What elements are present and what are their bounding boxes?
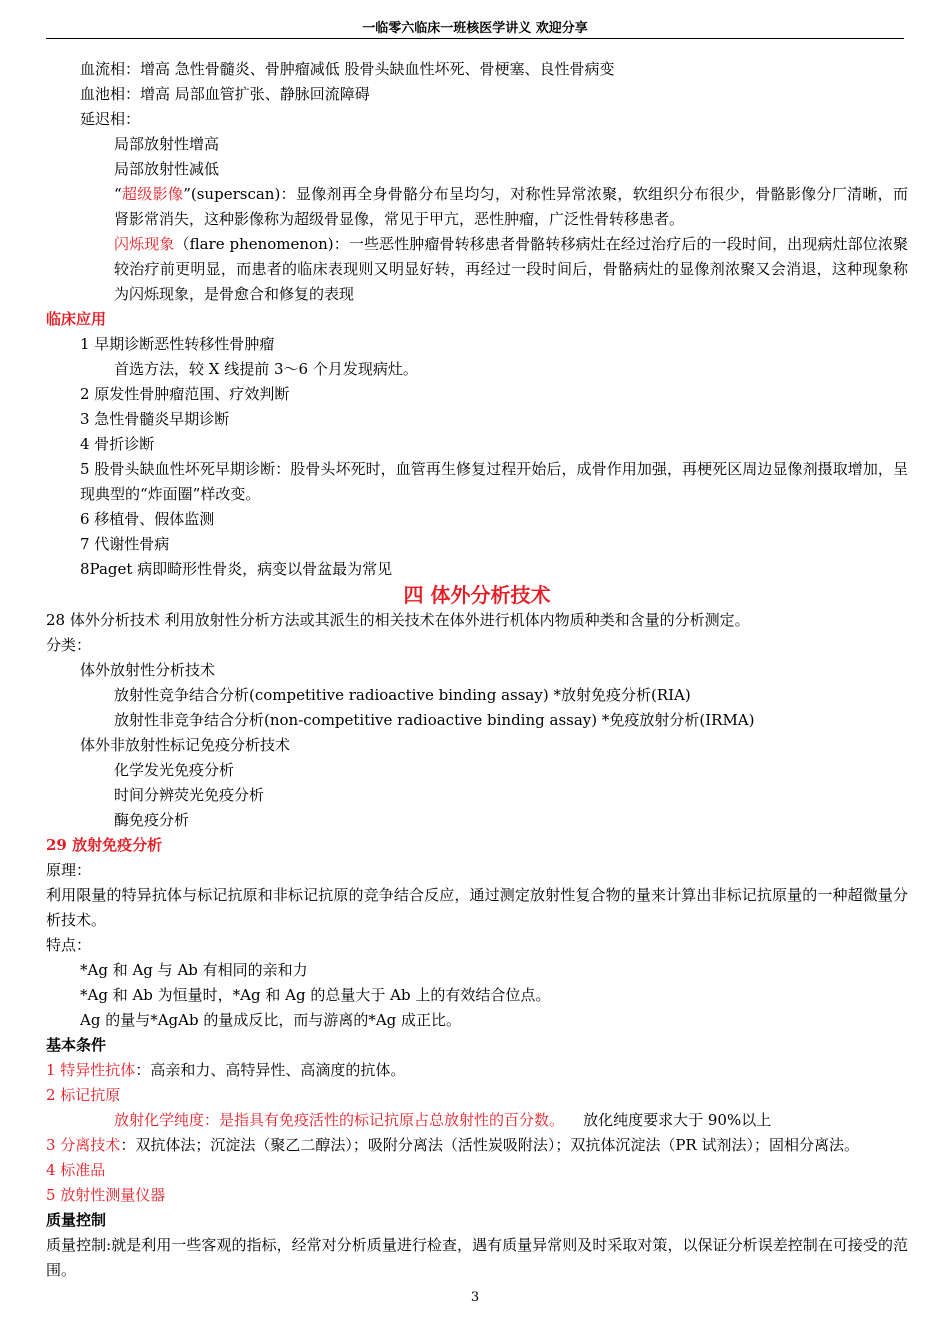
- clinical-item-5: 5 股骨头缺血性坏死早期诊断：股骨头坏死时，血管再生修复过程开始后，成骨作用加强，再梗死区周边显像剂摄取增加，呈现典型的“炸面圈”样改变。: [80, 460, 908, 503]
- clinical-item-6: 6 移植骨、假体监测: [80, 510, 215, 528]
- features-label: 特点：: [46, 936, 92, 954]
- ria-heading: 29 放射免疫分析: [46, 836, 163, 854]
- radioactive-analysis: 体外放射性分析技术: [80, 661, 216, 679]
- blood-pool-phase: 血池相：增高 局部血管扩张、静脉回流障碍: [80, 85, 370, 103]
- feature-1: *Ag 和 Ag 与 Ab 有相同的亲和力: [80, 961, 308, 979]
- classification-label: 分类：: [46, 636, 92, 654]
- condition-4: 4 标准品: [46, 1161, 106, 1179]
- condition-3-text: ：双抗体法；沉淀法（聚乙二醇法）；吸附分离法（活性炭吸附法）；双抗体沉淀法（PR 试剂法）；固相分离法。: [120, 1136, 859, 1154]
- page-number: 3: [470, 1290, 480, 1305]
- superscan-paragraph: [46, 182, 908, 232]
- condition-3: [46, 1133, 908, 1158]
- conditions-heading: 基本条件: [46, 1036, 107, 1054]
- section-title: 四 体外分析技术: [403, 583, 551, 607]
- condition-1: [46, 1058, 908, 1083]
- chemiluminescence: 化学发光免疫分析: [114, 761, 235, 779]
- delayed-phase: 延迟相：: [80, 110, 141, 128]
- time-resolved-fluorescence: 时间分辨荧光免疫分析: [114, 786, 265, 804]
- decreased-radioactivity: 局部放射性减低: [114, 160, 220, 178]
- clinical-item-2: 2 原发性骨肿瘤范围、疗效判断: [80, 385, 290, 403]
- flare-term: 闪烁现象: [114, 235, 175, 253]
- superscan-open-quote: “: [114, 185, 122, 203]
- radiochemical-purity-definition: 放射化学纯度：是指具有免疫活性的标记抗原占总放射性的百分数。: [114, 1111, 565, 1129]
- condition-1-text: ：高亲和力、高特异性、高滴度的抗体。: [135, 1061, 406, 1079]
- header-title: 一临零六临床一班核医学讲义 欢迎分享: [362, 21, 588, 36]
- qc-text: 质量控制:就是利用一些客观的指标，经常对分析质量进行检查，遇有质量异常则及时采取对策，以保证分析误差控制在可接受的范围。: [46, 1236, 908, 1279]
- enzyme-immunoassay: 酶免疫分析: [114, 811, 190, 829]
- superscan-text: ”(superscan)：显像剂再全身骨骼分布呈均匀，对称性异常浓聚，软组织分布很少，骨骼影像分厂清晰，而肾影常消失，这种影像称为超级骨显像，常见于甲亢，恶性肿瘤，广泛性骨转移患者。: [114, 185, 908, 228]
- clinical-heading: 临床应用: [46, 310, 107, 328]
- superscan-term: 超级影像: [121, 185, 184, 203]
- condition-3-term: 3 分离技术: [46, 1136, 121, 1154]
- blood-flow-phase: 血流相：增高 急性骨髓炎、骨肿瘤减低 股骨头缺血性坏死、骨梗塞、良性骨病变: [80, 60, 615, 78]
- non-radioactive-analysis: 体外非放射性标记免疫分析技术: [80, 736, 291, 754]
- principle-label: 原理：: [46, 861, 92, 879]
- feature-2: *Ag 和 Ab 为恒量时，*Ag 和 Ag 的总量大于 Ab 上的有效结合位点。: [80, 986, 551, 1004]
- clinical-item-8: 8Paget 病即畸形性骨炎，病变以骨盆最为常见: [80, 560, 393, 578]
- competitive-binding: 放射性竞争结合分析(competitive radioactive binding assay) *放射免疫分析(RIA): [114, 686, 691, 704]
- radiochemical-purity-requirement: 放化纯度要求大于 90%以上: [583, 1111, 772, 1129]
- condition-5: 5 放射性测量仪器: [46, 1186, 166, 1204]
- clinical-item-1-detail: 首选方法，较 X 线提前 3～6 个月发现病灶。: [114, 360, 418, 378]
- page-header: [46, 20, 904, 39]
- clinical-item-3: 3 急性骨髓炎早期诊断: [80, 410, 230, 428]
- principle-text: 利用限量的特异抗体与标记抗原和非标记抗原的竞争结合反应，通过测定放射性复合物的量来计算出非标记抗原量的一种超微量分析技术。: [46, 886, 908, 929]
- document-body: [46, 57, 908, 1283]
- flare-paragraph: [46, 232, 908, 307]
- non-competitive-binding: 放射性非竞争结合分析(non-competitive radioactive binding assay) *免疫放射分析(IRMA): [114, 711, 755, 729]
- qc-heading: 质量控制: [46, 1211, 107, 1229]
- clinical-item-7: 7 代谢性骨病: [80, 535, 170, 553]
- feature-3: Ag 的量与*AgAb 的量成反比，而与游离的*Ag 成正比。: [80, 1011, 462, 1029]
- section-intro: 28 体外分析技术 利用放射性分析方法或其派生的相关技术在体外进行机体内物质种类和含量的分析测定。: [46, 611, 750, 629]
- condition-2: 2 标记抗原: [46, 1086, 121, 1104]
- clinical-item-4: 4 骨折诊断: [80, 435, 155, 453]
- flare-text: （flare phenomenon)：一些恶性肿瘤骨转移患者骨骼转移病灶在经过治疗后的一段时间，出现病灶部位浓聚较治疗前更明显，而患者的临床表现则又明显好转，再经过一段时间后，骨骼病灶的显像剂浓聚又会消退，这种现象称为闪烁现象，是骨愈合和修复的表现: [114, 235, 908, 303]
- increased-radioactivity: 局部放射性增高: [114, 135, 220, 153]
- radiochemical-purity: [46, 1108, 908, 1133]
- condition-1-term: 1 特异性抗体: [46, 1061, 136, 1079]
- clinical-item-1: 1 早期诊断恶性转移性骨肿瘤: [80, 335, 275, 353]
